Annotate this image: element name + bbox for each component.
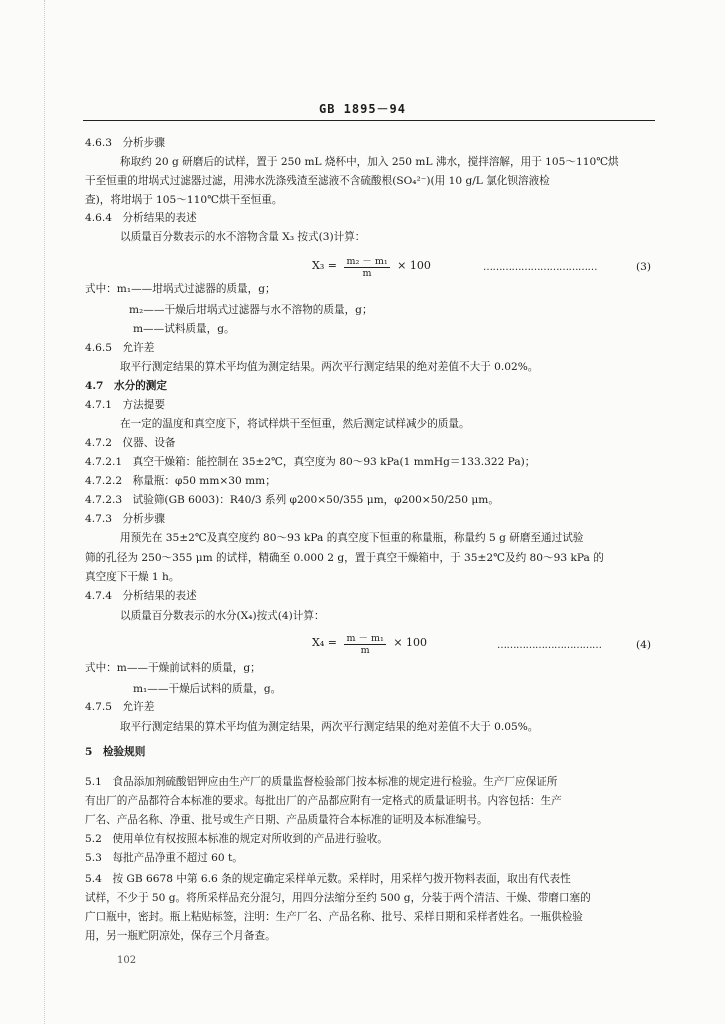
- header-rule: [83, 120, 655, 121]
- where-line: m₁——干燥后试料的质量，g。: [133, 683, 282, 695]
- paragraph-line: 5.1 食品添加剂硫酸铝钾应由生产厂的质量监督检验部门按本标准的规定进行检验。生产厂应保证所: [85, 776, 558, 788]
- formula-numerator: m － m₁: [344, 630, 385, 645]
- section-4-7-2-2: 4.7.2.2 称量瓶：φ50 mm×30 mm；: [85, 475, 276, 487]
- formula-number: (3): [636, 261, 652, 273]
- formula-rhs: × 100: [397, 259, 431, 272]
- formula-numerator: m₂ － m₁: [344, 253, 389, 268]
- page-header: GB 1895－94: [318, 102, 407, 116]
- formula-lhs: X₄ =: [312, 636, 337, 649]
- scan-edge: [44, 0, 45, 1024]
- paragraph-line: 用预先在 35±2℃及真空度约 80～93 kPa 的真空度下恒重的称量瓶，称量约 5 g 研磨至通过试验: [120, 532, 584, 544]
- formula-4: [312, 630, 427, 656]
- section-4-7: 4.7 水分的测定: [85, 380, 167, 392]
- section-4-6-5: 4.6.5 允许差: [85, 342, 155, 354]
- page-number: 102: [117, 955, 137, 966]
- paragraph-line: 取平行测定结果的算术平均值为测定结果，两次平行测定结果的绝对差值不大于 0.05%。: [120, 721, 539, 733]
- formula-fraction: [344, 253, 389, 279]
- section-4-6-3: 4.6.3 分析步骤: [85, 137, 165, 149]
- paragraph-line: 称取约 20 g 研磨后的试样，置于 250 mL 烧杯中，加入 250 mL 沸水，搅拌溶解，用于 105～110℃烘: [120, 156, 619, 168]
- formula-denominator: m: [360, 645, 370, 656]
- formula-denominator: m: [362, 268, 372, 279]
- where-line: m₂——干燥后坩埚式过滤器与水不溶物的质量，g；: [129, 304, 373, 316]
- paragraph-line: 在一定的温度和真空度下，将试样烘干至恒重，然后测定试样减少的质量。: [120, 418, 470, 430]
- leader-dots: ……………………………: [497, 640, 602, 651]
- paragraph-line: 厂名、产品名称、净重、批号或生产日期、产品质量符合本标准的证明及本标准编号。: [85, 814, 488, 826]
- formula-number: (4): [636, 639, 652, 651]
- paragraph-line: 以质量百分数表示的水不溶物含量 X₃ 按式(3)计算：: [120, 231, 366, 243]
- where-line: 式中：m₁——坩埚式过滤器的质量，g；: [85, 283, 276, 295]
- paragraph-line: 5.2 使用单位有权按照本标准的规定对所收到的产品进行验收。: [85, 833, 388, 845]
- formula-3: [312, 253, 431, 279]
- section-4-7-2: 4.7.2 仪器、设备: [85, 437, 176, 449]
- paragraph-line: 真空度下干燥 1 h。: [85, 571, 180, 583]
- paragraph-line: 试样，不少于 50 g。将所采样品充分混匀，用四分法缩分至约 500 g，分装于两个清洁、干燥、带磨口塞的: [85, 892, 591, 904]
- section-4-6-4: 4.6.4 分析结果的表述: [85, 212, 197, 224]
- paragraph-line: 筛的孔径为 250～355 μm 的试样，精确至 0.000 2 g，置于真空干燥箱中，于 35±2℃及约 80～93 kPa 的: [85, 552, 604, 564]
- formula-lhs: X₃ =: [312, 259, 337, 272]
- section-4-7-2-3: 4.7.2.3 试验筛(GB 6003)：R40/3 系列 φ200×50/355 μm，φ200×50/250 μm。: [85, 494, 499, 506]
- section-4-7-4: 4.7.4 分析结果的表述: [85, 590, 197, 602]
- paragraph-line: 5.3 每批产品净重不超过 60 t。: [85, 852, 243, 864]
- section-4-7-2-1: 4.7.2.1 真空干燥箱：能控制在 35±2℃，真空度为 80～93 kPa(1 mmHg＝133.322 Pa)；: [85, 456, 536, 468]
- paragraph-line: 广口瓶中，密封。瓶上粘贴标签，注明：生产厂名、产品名称、批号、采样日期和采样者姓名。一瓶供检验: [85, 911, 583, 923]
- paragraph-line: 有出厂的产品都符合本标准的要求。每批出厂的产品都应附有一定格式的质量证明书。内容包括：生产: [85, 795, 562, 807]
- section-4-7-5: 4.7.5 允许差: [85, 701, 155, 713]
- paragraph-line: 取平行测定结果的算术平均值为测定结果。两次平行测定结果的绝对差值不大于 0.02%。: [120, 361, 539, 373]
- paragraph-line: 干至恒重的坩埚式过滤器过滤，用沸水洗涤残渣至滤液不含硫酸根(SO₄²⁻)(用 10 g/L 氯化钡溶液检: [85, 175, 550, 187]
- paragraph-line: 查)，将坩埚于 105～110℃烘干至恒重。: [85, 194, 283, 206]
- paragraph-line: 以质量百分数表示的水分(X₄)按式(4)计算：: [120, 610, 325, 622]
- paragraph-line: 5.4 按 GB 6678 中第 6.6 条的规定确定采样单元数。采样时，用采样勺拨开物料表面，取出有代表性: [85, 873, 571, 885]
- formula-fraction: [344, 630, 385, 656]
- section-4-7-1: 4.7.1 方法提要: [85, 399, 165, 411]
- leader-dots: ………………………………: [483, 262, 597, 273]
- paragraph-line: 用，另一瓶贮阴凉处，保存三个月备查。: [85, 930, 276, 942]
- section-4-7-3: 4.7.3 分析步骤: [85, 513, 165, 525]
- where-line: m——试料质量，g。: [133, 323, 235, 335]
- formula-rhs: × 100: [393, 636, 428, 649]
- where-line: 式中：m——干燥前试料的质量，g；: [85, 662, 261, 674]
- section-5: 5 检验规则: [85, 746, 146, 758]
